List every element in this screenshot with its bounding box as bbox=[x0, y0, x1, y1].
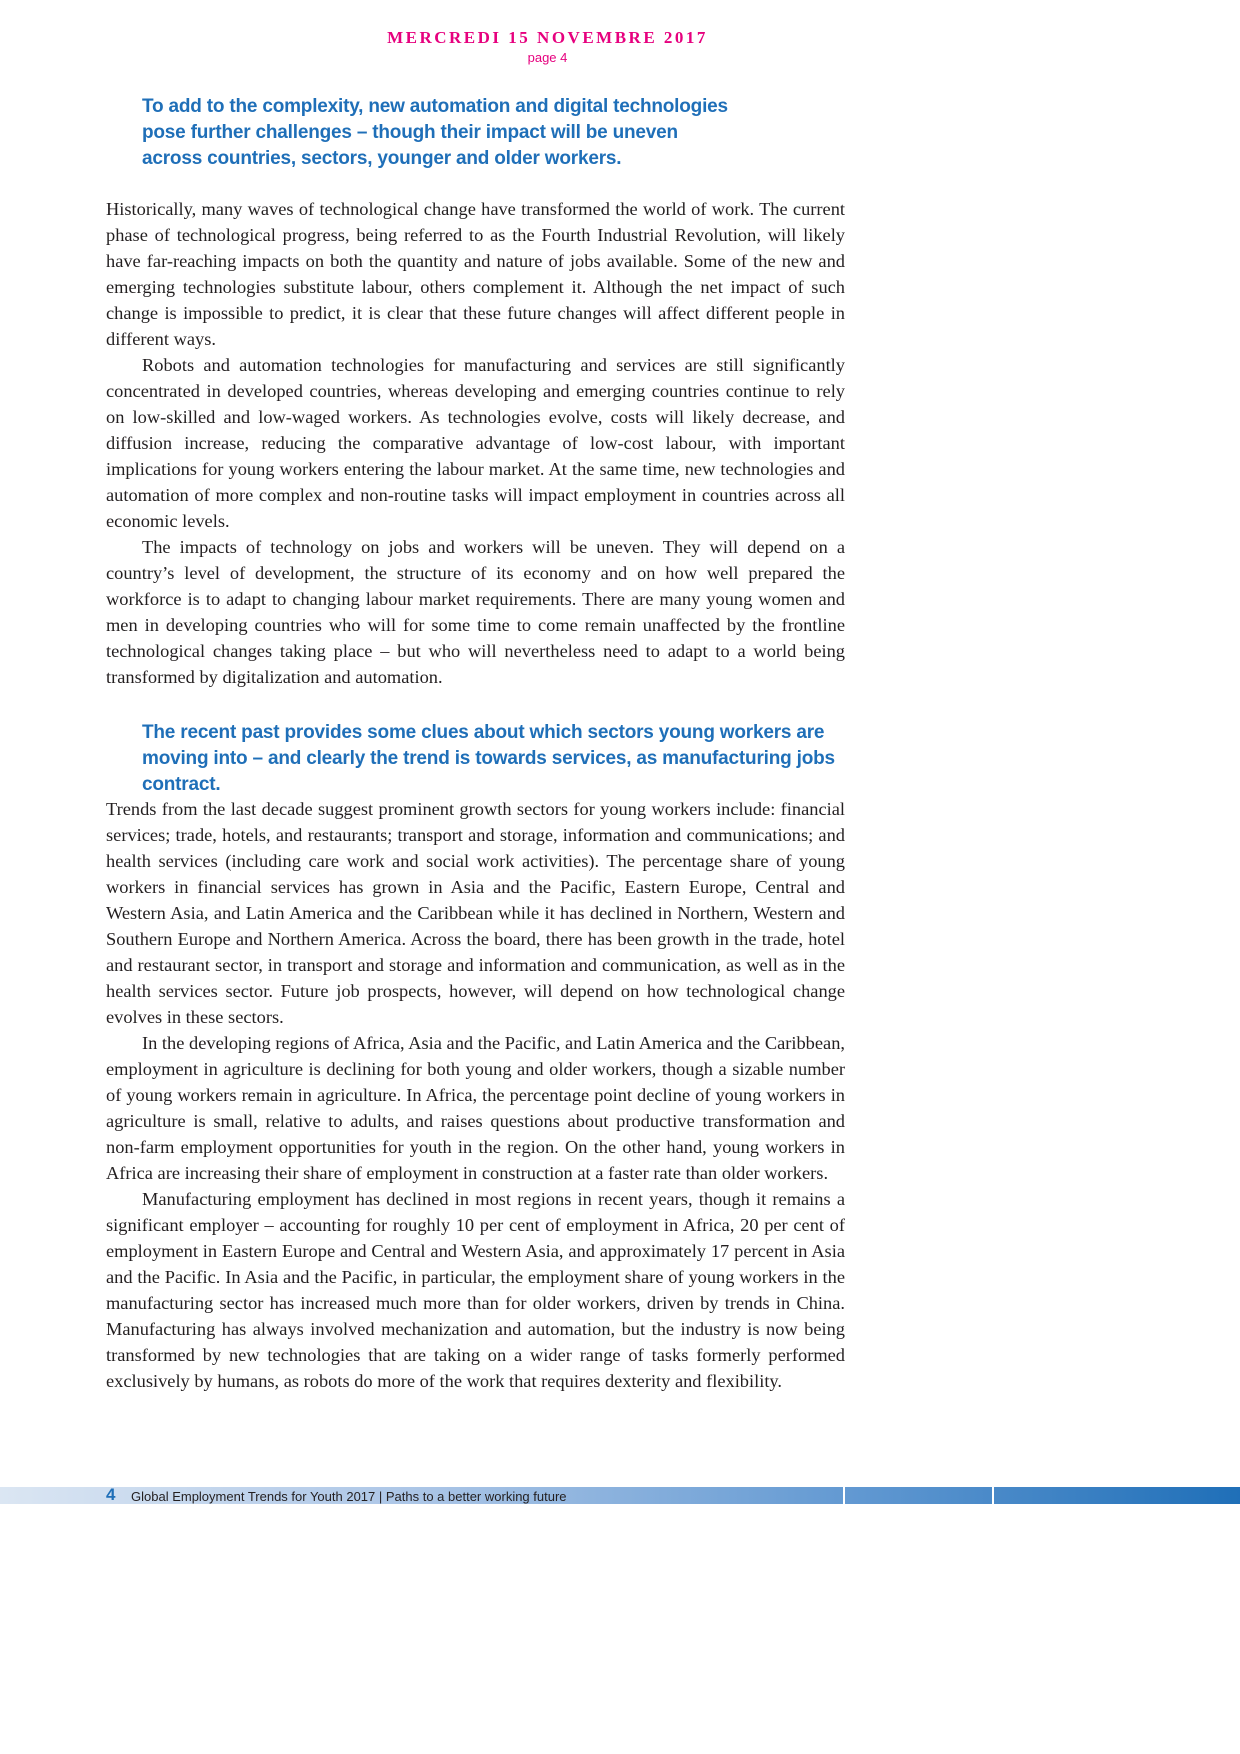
section-sectors bbox=[106, 796, 845, 1394]
paragraph: Manufacturing employment has declined in most regions in recent years, though it remains a significant employer – accounting for roughly 10 per cent of employment in Africa, 20 per cent of employment in Eastern Europe and Central and Western Asia, and approximately 17 percent in Asia and the Pacific. In Asia and the Pacific, in particular, the employment share of young workers in the manufacturing sector has increased much more than for older workers, driven by trends in China. Manufacturing has always involved mechanization and automation, but the industry is now being transformed by new technologies that are taking on a wider range of tasks formerly performed exclusively by humans, as robots do more of the work that requires dexterity and flexibility. bbox=[106, 1189, 845, 1391]
footer-page-number: 4 bbox=[106, 1485, 116, 1504]
footer-title: Global Employment Trends for Youth 2017 | Paths to a better working future bbox=[131, 1489, 567, 1504]
paragraph: In the developing regions of Africa, Asia and the Pacific, and Latin America and the Caribbean, employment in agriculture is declining for both young and older workers, though a sizable number of young workers remain in agriculture. In Africa, the percentage point decline of young workers in agriculture is small, relative to adults, and raises questions about productive transformation and non-farm employment opportunities for youth in the region. On the other hand, young workers in Africa are increasing their share of employment in construction at a faster rate than older workers. bbox=[106, 1033, 845, 1183]
callout-sectors: The recent past provides some clues about which sectors young workers are moving into – and clearly the trend is towards services, as manufacturing jobs contract. bbox=[142, 722, 835, 795]
paragraph: Robots and automation technologies for manufacturing and services are still significantly concentrated in developed countries, whereas developing and emerging countries continue to rely on low-skilled and low-waged workers. As technologies evolve, costs will likely decrease, and diffusion increase, reducing the comparative advantage of low-cost labour, with important implications for young workers entering the labour market. At the same time, new technologies and automation of more complex and non-routine tasks will impact employment in countries across all economic levels. bbox=[106, 355, 845, 531]
paragraph: The impacts of technology on jobs and workers will be uneven. They will depend on a country’s level of development, the structure of its economy and on how well prepared the workforce is to adapt to changing labour market requirements. There are many young women and men in developing countries who will for some time to come remain unaffected by the frontline technological changes taking place – but who will nevertheless need to adapt to a world being transformed by digitalization and automation. bbox=[106, 537, 845, 687]
header-date: MERCREDI 15 NOVEMBRE 2017 bbox=[387, 28, 708, 47]
section-technology bbox=[106, 196, 845, 690]
callout-automation: To add to the complexity, new automation and digital technologies pose further challenges – though their impact will be uneven across countries, sectors, younger and older workers. bbox=[142, 96, 728, 169]
footer-divider bbox=[992, 1487, 994, 1504]
paragraph: Historically, many waves of technological change have transformed the world of work. The current phase of technological progress, being referred to as the Fourth Industrial Revolution, will likely have far-reaching impacts on both the quantity and nature of jobs available. Some of the new and emerging technologies substitute labour, others complement it. Although the net impact of such change is impossible to predict, it is clear that these future changes will affect different people in different ways. bbox=[106, 199, 845, 349]
header-page-label: page 4 bbox=[527, 50, 568, 65]
footer-divider bbox=[843, 1487, 845, 1504]
paragraph: Trends from the last decade suggest prominent growth sectors for young workers include: financial services; trade, hotels, and restaurants; transport and storage, information and communications; and health services (including care work and social work activities). The percentage share of young workers in financial services has grown in Asia and the Pacific, Eastern Europe, Central and Western Asia, and Latin America and the Caribbean while it has declined in Northern, Western and Southern Europe and Northern America. Across the board, there has been growth in the trade, hotel and restaurant sector, in transport and storage and information and communication, as well as in the health services sector. Future job prospects, however, will depend on how technological change evolves in these sectors. bbox=[106, 799, 845, 1027]
